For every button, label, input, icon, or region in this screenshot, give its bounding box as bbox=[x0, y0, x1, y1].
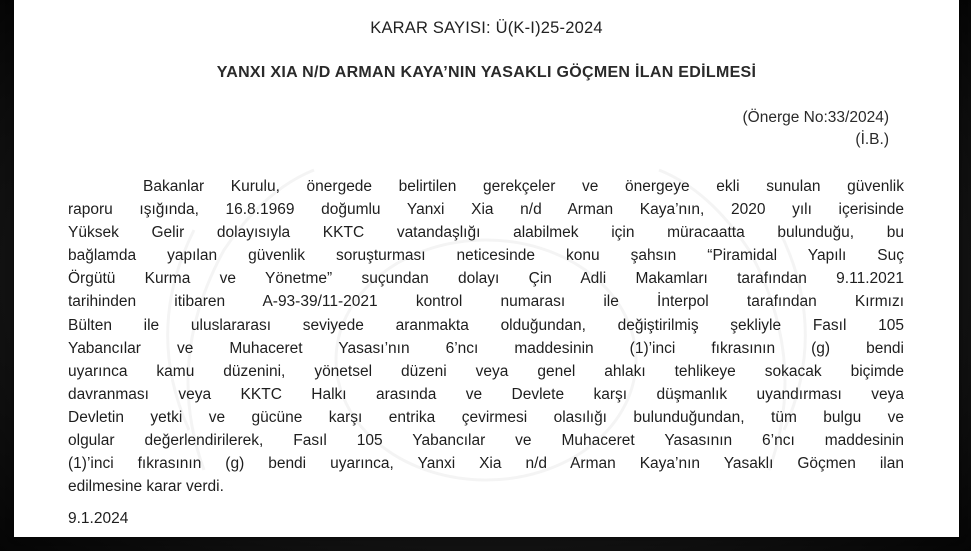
ministry-code: (İ.B.) bbox=[855, 131, 889, 148]
body-line: edilmesine karar verdi. bbox=[68, 478, 224, 496]
document-subject: YANXI XIA N/D ARMAN KAYA’NIN YASAKLI GÖÇMEN İLAN EDİLMESİ bbox=[216, 64, 757, 81]
body-line: (1)’inci fıkrasının (g) bendi uyarınca, Yanxi Xia n/d Arman Kaya’nın Yasaklı Göçmen ilan bbox=[68, 455, 904, 473]
body-line: olgular değerlendirilerek, Fasıl 105 Yabancılar ve Muhaceret Yasasının 6’ncı maddesinin bbox=[68, 432, 904, 450]
decision-date: 9.1.2024 bbox=[68, 510, 129, 527]
body-line: uyarınca kamu düzenini, yönetsel düzeni veya genel ahlakı tehlikeye sokacak biçimde bbox=[68, 362, 904, 380]
body-line: raporu ışığında, 16.8.1969 doğumlu Yanxi Xia n/d Arman Kaya’nın, 2020 yılı içerisinde bbox=[68, 201, 904, 219]
body-line: Devletin yetki ve gücüne karşı entrika çevirmesi olasılığı bulunduğundan, tüm bulgu ve bbox=[68, 408, 904, 426]
body-line: Bakanlar Kurulu, önergede belirtilen gerekçeler ve önergeye ekli sunulan güvenlik bbox=[143, 178, 904, 195]
decision-body bbox=[68, 175, 904, 498]
decision-number: KARAR SAYISI: Ü(K-I)25-2024 bbox=[370, 19, 603, 37]
body-line: Yabancılar ve Muhaceret Yasası’nın 6’ncı maddesinin (1)’inci fıkrasının (g) bendi bbox=[68, 339, 904, 357]
motion-number: (Önerge No:33/2024) bbox=[742, 109, 889, 126]
body-line: Örgütü Kurma ve Yönetme” suçundan dolayı Çin Adli Makamları tarafından 9.11.2021 bbox=[68, 270, 904, 288]
body-line: bağlamda yapılan güvenlik soruşturması neticesinde konu şahsın “Piramidal Yapılı Suç bbox=[68, 247, 904, 265]
body-line: tarihinden itibaren A-93-39/11-2021 kontrol numarası ile İnterpol tarafından Kırmızı bbox=[68, 293, 904, 311]
body-line: davranması veya KKTC Halkı arasında ve Devlete karşı düşmanlık uyandırması veya bbox=[68, 385, 904, 403]
document-page bbox=[14, 0, 959, 537]
body-line: Bülten ile uluslararası seviyede aranmakta olduğundan, değiştirilmiş şekliyle Fasıl 105 bbox=[68, 316, 904, 334]
body-line: Yüksek Gelir dolayısıyla KKTC vatandaşlığı alabilmek için müracaatta bulunduğu, bu bbox=[68, 224, 904, 242]
